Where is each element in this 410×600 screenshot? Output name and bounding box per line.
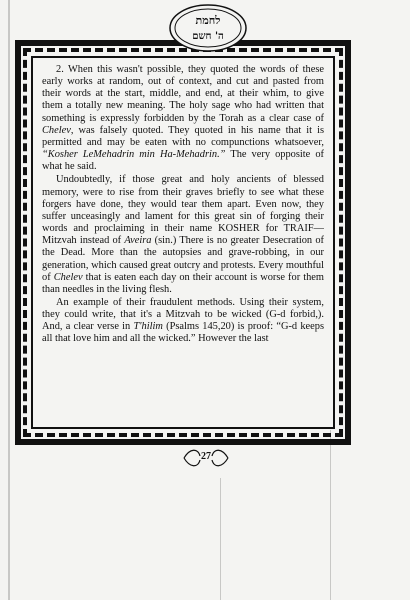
hebrew-emblem-logo xyxy=(168,2,248,52)
page-number: 27 xyxy=(201,451,211,462)
paragraph-3: An example of their fraudulent methods. Using their system, they could write, that it's a Mitzvah to be wicked (G-d forbid,). And, a clear verse in T'hilim (Psalms 145,20) is proof: “G-d keeps all that love him and all the wicked.” However the last xyxy=(42,296,324,345)
scan-fold-line-2 xyxy=(220,478,221,600)
body-text xyxy=(42,64,324,420)
paragraph-2: Undoubtedly, if those great and holy ancients of blessed memory, were to rise from their graves briefly to see what these forgers have done, they would tear them apart. Even now, they suffer unceasingly and lament for this great sin of forging their words and proclaiming in their name KOSHER for TRAIF—Mitzvah instead of Aveira (sin.) There is no greater Desecration of the Dead. More than the autopsies and grave-robbing, in our generation, which caused great outcry and protests. Every mouthful of Chelev that is eaten each day on their account is worse for them than needles in the living flesh. xyxy=(42,174,324,295)
emblem-line-2: ה' חשם xyxy=(192,31,224,42)
scan-fold-line xyxy=(330,430,331,600)
scan-edge-line xyxy=(8,0,10,600)
page-number-ornament xyxy=(180,446,232,470)
paragraph-1: 2. When this wasn't possible, they quoted the words of these early works at random, out of context, and cut and pasted from their words at the start, middle, and end, at their whim, to give them a totally new meaning. The holy sage who had written that something is expressly forbidden by the Torah as a clear case of Chelev, was falsely quoted. They quoted in his name that it is permitted and may be eaten with no compunctions whatsoever, “Kosher LeMehadrin min Ha-Mehadrin.” The very opposite of what he said. xyxy=(42,64,324,173)
emblem-line-1: לחמת xyxy=(195,14,221,27)
